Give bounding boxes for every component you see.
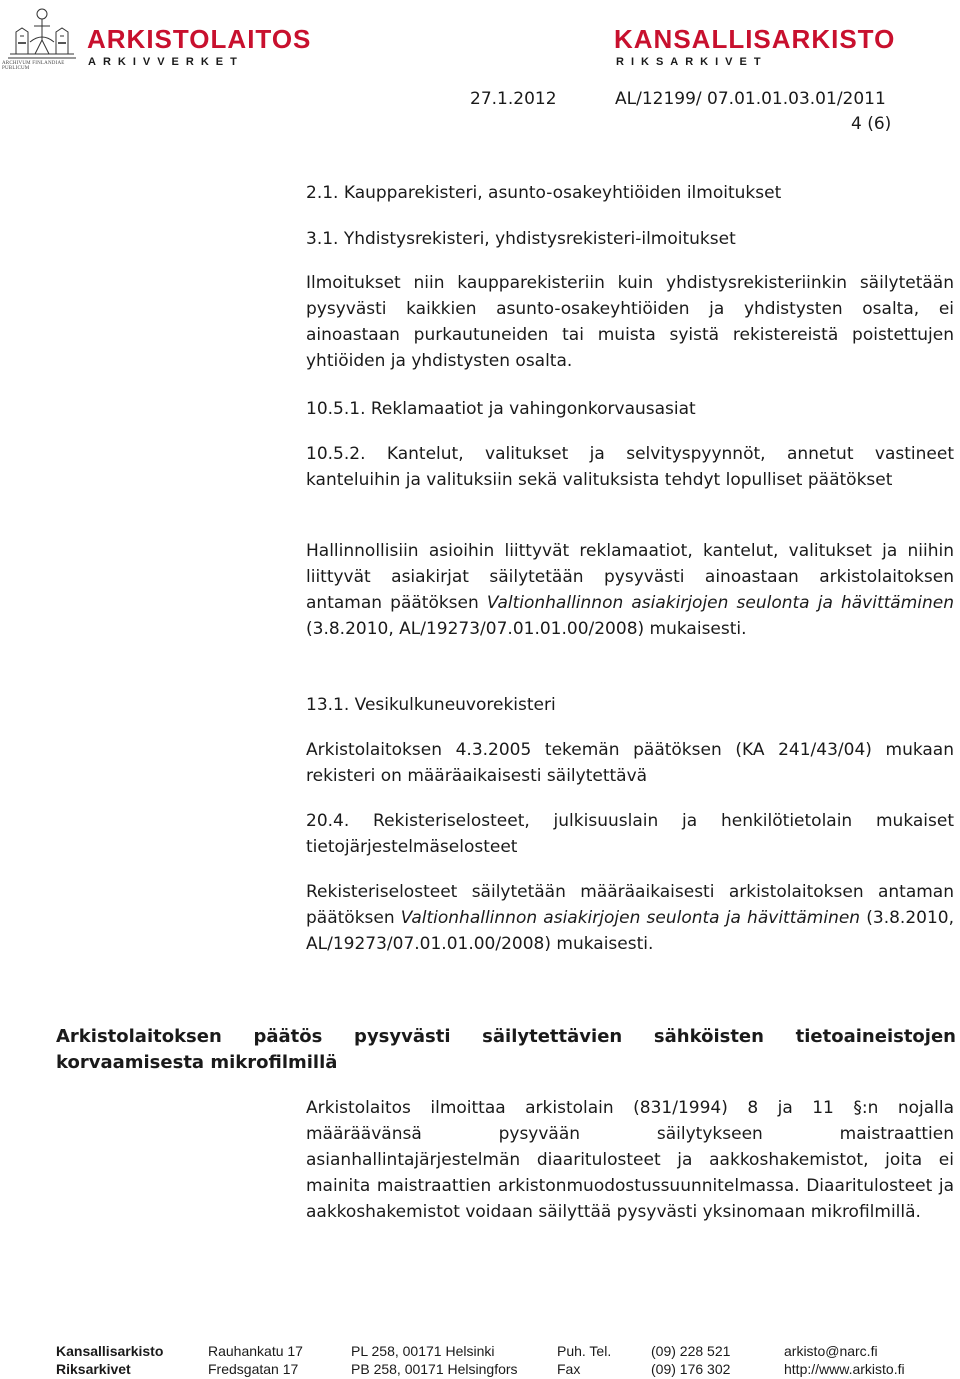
- footer-tel-label: Puh. Tel.: [557, 1343, 612, 1359]
- footer-org-sv: Riksarkivet: [56, 1361, 131, 1377]
- arkivverket-wordmark: ARKIVVERKET: [88, 56, 244, 68]
- footer-fax: (09) 176 302: [651, 1361, 731, 1377]
- section-title-microfilm: Arkistolaitoksen päätös pysyvästi säilytettävien sähköisten tietoaineistojen korvaamisesta mikrofilmillä: [56, 1026, 956, 1073]
- footer-street-fi: Rauhankatu 17: [208, 1343, 303, 1359]
- paragraph-microfilm-decision: Arkistolaitos ilmoittaa arkistolain (831/1994) 8 ja 11 §:n nojalla määräävänsä pysyvään säilytykseen maistraattien asianhallintajärjestelmän diaaritulosteet ja aakkoshakemistot, joita ei mainita maistraattien arkistonmuodostussuunnitelmassa. Diaaritulosteet ja aakkoshakemistot voidaan säilyttää pysyvästi yksinomaan mikrofilmillä.: [306, 1098, 954, 1222]
- footer-po-sv: PB 258, 00171 Helsingfors: [351, 1361, 518, 1377]
- footer-tel: (09) 228 521: [651, 1343, 731, 1359]
- footer-street-sv: Fredsgatan 17: [208, 1361, 299, 1377]
- riksarkivet-wordmark: RIKSARKIVET: [616, 56, 768, 68]
- archive-seal-icon: [2, 2, 82, 64]
- arkistolaitos-wordmark: ARKISTOLAITOS: [87, 24, 312, 54]
- page-number: 4 (6): [851, 114, 892, 134]
- arkistolaitos-logo: [0, 0, 312, 72]
- footer-fax-label: Fax: [557, 1361, 581, 1377]
- logo-caption: ARCHIVUM FINLANDIAE PUBLICUM: [2, 61, 65, 71]
- decision-title: Valtionhallinnon asiakirjojen seulonta ja hävittäminen: [400, 908, 861, 928]
- footer-email-link[interactable]: arkisto@narc.fi: [784, 1343, 878, 1359]
- paragraph-complaints: Hallinnollisiin asioihin liittyvät reklamaatiot, kantelut, valitukset ja niihin liittyvät asiakirjat säilytetään pysyvästi ainoastaan arkistolaitoksen antaman päätöksen Valtionhallinnon asiakirjojen seulonta ja hävittäminen (3.8.2010, AL/19273/07.01.01.00/2008) mukaisesti.: [306, 541, 954, 639]
- kansallisarkisto-wordmark: KANSALLISARKISTO: [614, 24, 896, 54]
- heading-10-5-2: 10.5.2. Kantelut, valitukset ja selvityspyynnöt, annetut vastineet kanteluihin ja valituksiin sekä valituksista tehdyt lopulliset päätökset: [306, 444, 954, 490]
- footer-web-link[interactable]: http://www.arkisto.fi: [784, 1361, 905, 1377]
- paragraph-vessel-register: Arkistolaitoksen 4.3.2005 tekemän päätöksen (KA 241/43/04) mukaan rekisteri on määräaikaisesti säilytettävä: [306, 740, 954, 786]
- heading-10-5-1: 10.5.1. Reklamaatiot ja vahingonkorvausasiat: [306, 399, 696, 419]
- decision-title: Valtionhallinnon asiakirjojen seulonta ja hävittäminen: [486, 593, 954, 613]
- heading-3-1: 3.1. Yhdistysrekisteri, yhdistysrekisteri-ilmoitukset: [306, 229, 736, 249]
- document-date: 27.1.2012: [470, 89, 557, 109]
- paragraph-register-notices: Ilmoitukset niin kaupparekisteriin kuin yhdistysrekisteriinkin säilytetään pysyvästi kaikkien asunto-osakeyhtiöiden ja yhdistysten osalta, ei ainoastaan purkautuneiden tai muista syistä rekistereistä poistettujen yhtiöiden ja yhdistysten osalta.: [306, 273, 954, 371]
- paragraph-register-statements: Rekisteriselosteet säilytetään määräaikaisesti arkistolaitoksen antaman päätöksen Valtionhallinnon asiakirjojen seulonta ja hävittäminen (3.8.2010, AL/19273/07.01.01.00/2008) mukaisesti.: [306, 882, 954, 954]
- footer-po-fi: PL 258, 00171 Helsinki: [351, 1343, 495, 1359]
- heading-20-4: 20.4. Rekisteriselosteet, julkisuuslain ja henkilötietolain mukaiset tietojärjestelmäselosteet: [306, 811, 954, 857]
- document-reference: AL/12199/ 07.01.01.03.01/2011: [615, 89, 886, 109]
- heading-2-1: 2.1. Kaupparekisteri, asunto-osakeyhtiöiden ilmoitukset: [306, 183, 782, 203]
- footer-org-fi: Kansallisarkisto: [56, 1343, 164, 1359]
- heading-13-1: 13.1. Vesikulkuneuvorekisteri: [306, 695, 556, 715]
